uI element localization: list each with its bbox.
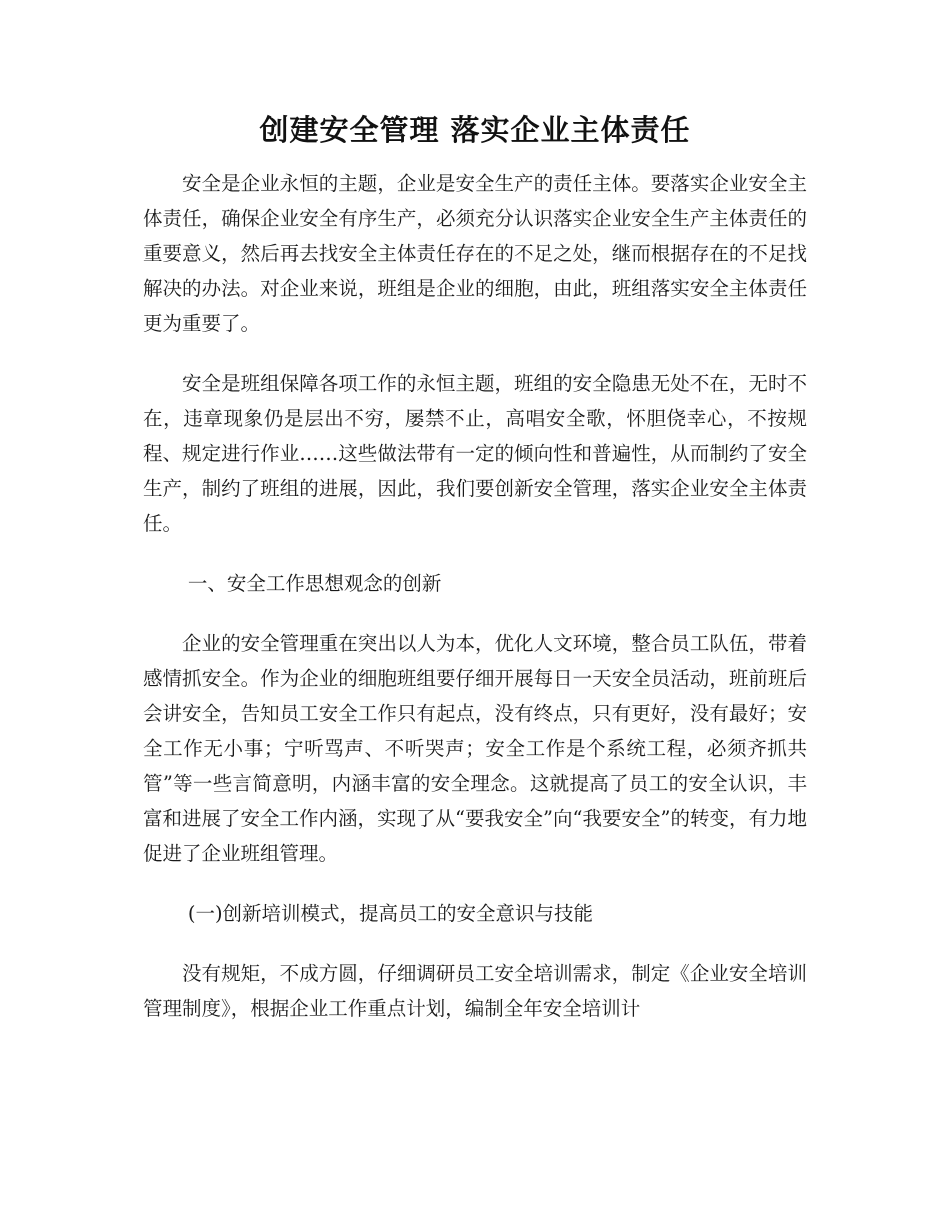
paragraph-3: 企业的安全管理重在突出以人为本，优化人文环境，整合员工队伍，带着感情抓安全。作为企业的细胞班组要仔细开展每日一天安全员活动，班前班后会讲安全，告知员工安全工作只有起点，没有终点，只有更好，没有最好；安全工作无小事；宁听骂声、不听哭声；安全工作是个系统工程，必须齐抓共管”等一些言简意明，内涵丰富的安全理念。这就提高了员工的安全认识，丰富和进展了安全工作内涵，实现了从“要我安全”向“我要安全”的转变，有力地促进了企业班组管理。	[143, 632, 807, 865]
document-title: 创建安全管理 落实企业主体责任	[259, 113, 691, 147]
section-heading-1: 一、安全工作思想观念的创新	[187, 572, 442, 595]
subsection-heading-1: (一)创新培训模式，提高员工的安全意识与技能	[187, 902, 594, 925]
paragraph-2: 安全是班组保障各项工作的永恒主题，班组的安全隐患无处不在，无时不在，违章现象仍是层出不穷，屡禁不止，高唱安全歌，怀胆侥幸心，不按规程、规定进行作业……这些做法带有一定的倾向性和普遍性，从而制约了安全生产，制约了班组的进展，因此，我们要创新安全管理，落实企业安全主体责任。	[143, 372, 807, 535]
paragraph-4: 没有规矩，不成方圆，仔细调研员工安全培训需求，制定《企业安全培训管理制度》，根据企业工作重点计划，编制全年安全培训计	[143, 962, 807, 1020]
document-body	[143, 166, 807, 1026]
paragraph-1: 安全是企业永恒的主题，企业是安全生产的责任主体。要落实企业安全主体责任，确保企业安全有序生产，必须充分认识落实企业安全生产主体责任的重要意义，然后再去找安全主体责任存在的不足之处，继而根据存在的不足找解决的办法。对企业来说，班组是企业的细胞，由此，班组落实安全主体责任更为重要了。	[143, 172, 807, 335]
